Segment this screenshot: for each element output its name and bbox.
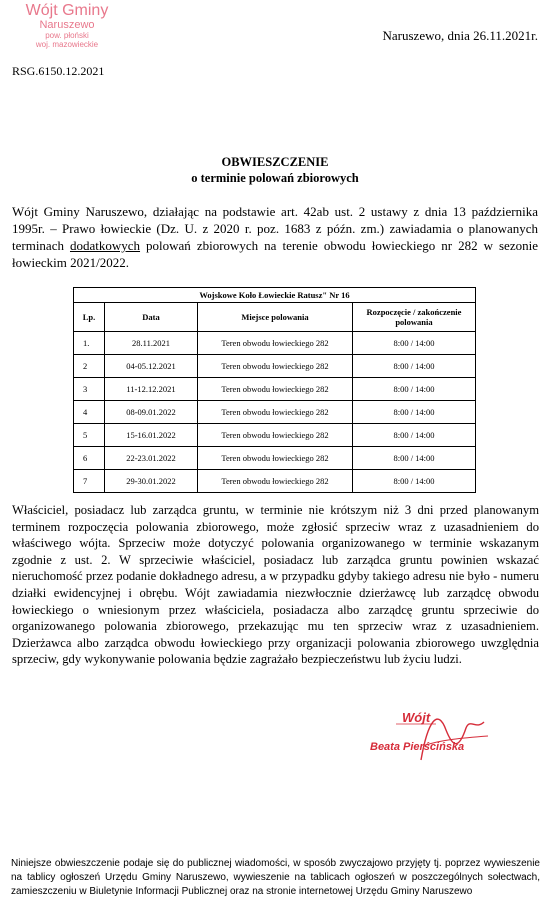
cell-place: Teren obwodu łowieckiego 282 [198,470,353,493]
cell-place: Teren obwodu łowieckiego 282 [198,332,353,355]
table-row [74,355,476,378]
table-row [74,332,476,355]
table-row [74,378,476,401]
cell-time: 8:00 / 14:00 [353,401,476,424]
cell-lp: 5 [74,424,105,447]
signature-stamp [366,700,496,770]
cell-place: Teren obwodu łowieckiego 282 [198,424,353,447]
signature-name: Beata Pierścińska [370,741,465,753]
cell-date: 28.11.2021 [105,332,198,355]
place-and-date: Naruszewo, dnia 26.11.2021r. [382,28,538,43]
signature-title: Wójt [402,710,431,725]
table-row [74,470,476,493]
cell-time: 8:00 / 14:00 [353,355,476,378]
cell-time: 8:00 / 14:00 [353,378,476,401]
cell-lp: 3 [74,378,105,401]
cell-lp: 7 [74,470,105,493]
cell-date: 04-05.12.2021 [105,355,198,378]
cell-lp: 1. [74,332,105,355]
column-header-time: Rozpoczęcie / zakończenie polowania [353,303,476,332]
table-row [74,424,476,447]
cell-place: Teren obwodu łowieckiego 282 [198,447,353,470]
document-subtitle: o terminie polowań zbiorowych [191,171,359,185]
cell-place: Teren obwodu łowieckiego 282 [198,401,353,424]
intro-text-2: polowań zbiorowych na terenie obwodu łowieckiego nr 282 w sezonie łowieckim 2021/2022. [12,238,538,270]
office-stamp [7,3,127,49]
document-title: OBWIESZCZENIE [221,155,329,169]
cell-lp: 2 [74,355,105,378]
cell-date: 11-12.12.2021 [105,378,198,401]
cell-date: 15-16.01.2022 [105,424,198,447]
cell-time: 8:00 / 14:00 [353,332,476,355]
objection-paragraph: Właściciel, posiadacz lub zarządca gruntu, w terminie nie krótszym niż 3 dni przed planowanym terminem rozpoczęcia polowania zbiorowego, może zgłosić sprzeciw wraz z uzasadnieniem do właściwego wójta. Sprzeciw może dotyczyć polowania organizowanego w terminie wskazanym zgodnie z ust. 2. W sprzeciwie właściciel, posiadacz lub zarządca gruntu powinien wskazać nieruchomość przez podanie dokładnego adresu, a w przypadku gdyby takiego adresu nie było - numeru działki ewidencyjnej i obrębu. Wójt zawiadamia niezwłocznie dzierżawcę lub zarządcę obwodu łowieckiego o wniesionym przez właściciela, posiadacza albo zarządcę gruntu sprzeciwie do organizowanego polowania zbiorowego, przekazując mu ten sprzeciw wraz z uzasadnieniem. Dzierżawca albo zarządca obwodu łowieckiego przy organizacji polowania zbiorowego uwzględnia sprzeciw, gdy wykonywanie polowania będzie zagrażało bezpieczeństwu lub życiu ludzi. [12,503,539,667]
column-header-lp: Lp. [74,303,105,332]
cell-lp: 4 [74,401,105,424]
reference-number: RSG.6150.12.2021 [12,64,105,78]
stamp-line-4: woj. mazowieckie [35,40,99,49]
column-header-place: Miejsce polowania [198,303,353,332]
intro-underlined-word: dodatkowych [69,238,141,253]
cell-place: Teren obwodu łowieckiego 282 [198,378,353,401]
stamp-line-2: Naruszewo [39,19,95,31]
intro-paragraph [12,203,538,271]
intro-text-1: Wójt Gminy Naruszewo, działając na podstawie art. 42ab ust. 2 ustawy z dnia 13 października 1995r. – Prawo łowieckie (Dz. U. z 2020 r. poz. 1683 z późn. zm.) zawiadamia o planowanych terminach [12,204,538,253]
column-header-date: Data [105,303,198,332]
stamp-line-3: pow. płoński [45,31,89,40]
hunt-schedule-table [73,287,476,493]
cell-time: 8:00 / 14:00 [353,424,476,447]
table-organizer-header: Wojskowe Koło Łowieckie Ratusz" Nr 16 [74,288,476,303]
footer-notice: Niniejsze obwieszczenie podaje się do publicznej wiadomości, w sposób zwyczajowo przyjęty tj. poprzez wywieszenie na tablicy ogłoszeń Urzędu Gminy Naruszewo, wywieszenie na tablicach ogłoszeń w poszczególnych sołectwach, zamieszczeniu w Biuletynie Informacji Publicznej oraz na stronie internetowej Urzędu Gminy Naruszewo [11,858,540,897]
table-row [74,401,476,424]
cell-date: 22-23.01.2022 [105,447,198,470]
cell-time: 8:00 / 14:00 [353,447,476,470]
cell-lp: 6 [74,447,105,470]
table-row [74,447,476,470]
stamp-line-1: Wójt Gminy [25,2,109,19]
cell-time: 8:00 / 14:00 [353,470,476,493]
cell-date: 08-09.01.2022 [105,401,198,424]
cell-place: Teren obwodu łowieckiego 282 [198,355,353,378]
cell-date: 29-30.01.2022 [105,470,198,493]
